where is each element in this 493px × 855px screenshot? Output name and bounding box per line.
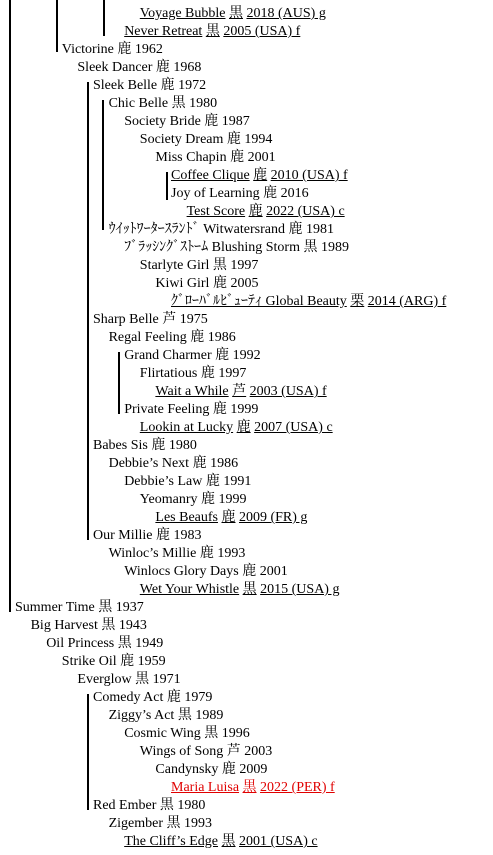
horse-name[interactable]: Les Beaufs (155, 510, 218, 525)
horse-name: Strike Oil (61, 654, 117, 669)
birth-year: 1981 (305, 222, 334, 237)
birth-year: 1986 (210, 456, 239, 471)
birth-year: 2015 (USA) g (260, 582, 340, 597)
horse-name: Our Millie (93, 528, 153, 543)
tree-connector-line (56, 0, 58, 52)
coat-color-mark: 鹿 (200, 366, 215, 381)
horse-name: Babes Sis (93, 438, 148, 453)
birth-year: 2003 (USA) f (249, 384, 327, 399)
birth-year: 1962 (134, 42, 163, 57)
coat-color-mark: 鹿 (192, 456, 207, 471)
horse-name: Ziggy’s Act (108, 708, 175, 723)
coat-color-mark: 鹿 (120, 654, 135, 669)
horse-name: Sleek Belle (93, 78, 158, 93)
tree-connector-line (87, 82, 89, 540)
coat-color-mark: 鹿 (160, 78, 175, 93)
birth-year: 1983 (173, 528, 202, 543)
birth-year: 2005 (230, 276, 259, 291)
horse-name: Winlocs Glory Days (124, 564, 239, 579)
birth-year: 2001 (259, 564, 288, 579)
horse-name: Society Dream (139, 132, 224, 147)
birth-year: 1999 (218, 492, 247, 507)
horse-name[interactable]: Coffee Clique (171, 168, 250, 183)
coat-color-mark: 栗 (350, 294, 365, 309)
birth-year: 1968 (173, 60, 202, 75)
birth-year: 1980 (177, 798, 206, 813)
pedigree-row (77, 671, 180, 689)
horse-name: Sleek Dancer (77, 60, 153, 75)
birth-year: 2009 (FR) g (238, 510, 308, 525)
coat-color-mark: 鹿 (288, 222, 303, 237)
coat-color-mark: 鹿 (215, 348, 230, 363)
horse-name: Kiwi Girl (155, 276, 210, 291)
coat-color-mark: 黒 (98, 600, 113, 615)
pedigree-row (31, 617, 147, 635)
coat-color-mark: 鹿 (230, 150, 245, 165)
pedigree-row (171, 185, 309, 203)
coat-color-mark: 黒 (242, 582, 257, 597)
horse-name: Everglow (77, 672, 132, 687)
horse-name[interactable]: Voyage Bubble (139, 6, 226, 21)
coat-color-mark: 鹿 (253, 168, 268, 183)
horse-name: Debbie’s Next (108, 456, 190, 471)
horse-name: Private Feeling (124, 402, 210, 417)
horse-name: Victorine (61, 42, 114, 57)
pedigree-row (93, 77, 206, 95)
pedigree-row (93, 797, 205, 815)
birth-year: 1993 (184, 816, 213, 831)
coat-color-mark: 黒 (212, 258, 227, 273)
coat-color-mark: 鹿 (212, 402, 227, 417)
horse-name: ﾌﾞﾗｯｼﾝｸﾞｽﾄｰﾑ Blushing Storm (124, 240, 300, 255)
birth-year: 1986 (207, 330, 236, 345)
birth-year: 1992 (232, 348, 261, 363)
pedigree-row (155, 275, 258, 293)
pedigree-row[interactable] (171, 167, 348, 185)
pedigree-row (109, 221, 334, 239)
horse-name: Sharp Belle (93, 312, 159, 327)
birth-year: 1994 (244, 132, 273, 147)
pedigree-row (62, 653, 166, 671)
horse-name: Comedy Act (93, 690, 164, 705)
horse-name[interactable]: ｸﾞﾛｰﾊﾞﾙﾋﾞｭｰﾃｨ Global Beauty (171, 294, 347, 309)
pedigree-row (140, 743, 272, 761)
coat-color-mark: 鹿 (226, 132, 241, 147)
birth-year: 2005 (USA) f (223, 24, 301, 39)
coat-color-mark: 鹿 (221, 762, 236, 777)
pedigree-row (155, 149, 275, 167)
coat-color-mark: 鹿 (156, 528, 170, 543)
birth-year: 2001 (USA) c (239, 834, 318, 849)
horse-name[interactable]: Test Score (186, 204, 246, 219)
pedigree-row[interactable] (155, 509, 307, 527)
pedigree-row (124, 725, 250, 743)
birth-year: 1993 (217, 546, 246, 561)
birth-year: 1937 (115, 600, 144, 615)
coat-color-mark: 黒 (135, 672, 150, 687)
pedigree-row (93, 311, 208, 329)
pedigree-row[interactable] (171, 779, 335, 797)
horse-name: Cosmic Wing (124, 726, 201, 741)
tree-connector-line (102, 100, 104, 230)
pedigree-row (93, 689, 212, 707)
coat-color-mark: 黒 (204, 726, 219, 741)
horse-name: Big Harvest (30, 618, 98, 633)
tree-connector-line (118, 352, 120, 414)
pedigree-row (140, 491, 247, 509)
coat-color-mark: 鹿 (166, 690, 181, 705)
pedigree-row (124, 347, 260, 365)
coat-color-mark: 芦 (226, 744, 241, 759)
horse-name: Wings of Song (139, 744, 224, 759)
horse-name: Chic Belle (108, 96, 169, 111)
horse-name: Society Bride (124, 114, 201, 129)
coat-color-mark: 黒 (171, 96, 186, 111)
birth-year: 1971 (152, 672, 181, 687)
pedigree-row (140, 365, 247, 383)
pedigree-row (77, 59, 201, 77)
horse-name: Yeomanry (139, 492, 198, 507)
horse-name: Zigember (108, 816, 164, 831)
coat-color-mark: 黒 (303, 240, 318, 255)
pedigree-row (109, 707, 224, 725)
horse-name: Red Ember (93, 798, 157, 813)
tree-connector-line (166, 172, 168, 200)
coat-color-mark: 鹿 (190, 330, 205, 345)
birth-year: 1980 (168, 438, 197, 453)
birth-year: 2016 (280, 186, 309, 201)
coat-color-mark: 鹿 (248, 204, 263, 219)
tree-connector-line (103, 0, 105, 36)
horse-name: Joy of Learning (171, 186, 260, 201)
birth-year: 1980 (189, 96, 218, 111)
pedigree-row (93, 437, 197, 455)
birth-year: 2022 (PER) f (260, 780, 335, 795)
coat-color-mark: 鹿 (201, 492, 215, 507)
coat-color-mark: 黒 (205, 24, 220, 39)
coat-color-mark: 鹿 (155, 60, 170, 75)
horse-name: Grand Charmer (124, 348, 212, 363)
pedigree-row (93, 527, 202, 545)
coat-color-mark: 黒 (228, 6, 243, 21)
horse-name: Winloc’s Millie (108, 546, 197, 561)
horse-name: ｳｲｯﾄﾜｰﾀｰｽﾗﾝﾄﾞ Witwatersrand (108, 222, 285, 237)
birth-year: 2007 (USA) c (254, 420, 333, 435)
birth-year: 1959 (137, 654, 166, 669)
tree-connector-line (9, 0, 11, 612)
pedigree-row (109, 545, 246, 563)
birth-year: 2022 (USA) c (266, 204, 345, 219)
birth-year: 1989 (195, 708, 224, 723)
pedigree-row[interactable] (140, 581, 340, 599)
birth-year: 1972 (178, 78, 207, 93)
pedigree-row (109, 455, 238, 473)
horse-name[interactable]: Wait a While (155, 384, 229, 399)
coat-color-mark: 鹿 (236, 420, 251, 435)
pedigree-row[interactable] (171, 293, 446, 311)
coat-color-mark: 鹿 (199, 546, 214, 561)
birth-year: 1997 (230, 258, 259, 273)
birth-year: 1987 (221, 114, 250, 129)
coat-color-mark: 芦 (162, 312, 177, 327)
birth-year: 1996 (221, 726, 250, 741)
birth-year: 2014 (ARG) f (367, 294, 447, 309)
coat-color-mark: 黒 (101, 618, 116, 633)
horse-name: Regal Feeling (108, 330, 187, 345)
pedigree-row (109, 329, 236, 347)
birth-year: 1943 (118, 618, 147, 633)
coat-color-mark: 黒 (177, 708, 192, 723)
horse-name[interactable]: Maria Luisa (171, 780, 240, 795)
coat-color-mark: 鹿 (263, 186, 278, 201)
horse-name: Candynsky (155, 762, 219, 777)
birth-year: 1975 (179, 312, 208, 327)
coat-color-mark: 鹿 (221, 510, 236, 525)
pedigree-row (46, 635, 163, 653)
pedigree-row (140, 131, 273, 149)
coat-color-mark: 芦 (232, 384, 247, 399)
pedigree-row (109, 815, 212, 833)
pedigree-row (140, 257, 259, 275)
birth-year: 2001 (247, 150, 276, 165)
pedigree-row[interactable] (155, 383, 326, 401)
pedigree-row[interactable] (124, 23, 300, 41)
pedigree-row (124, 473, 251, 491)
pedigree-row[interactable] (124, 833, 317, 851)
horse-name: Debbie’s Law (124, 474, 203, 489)
birth-year: 1991 (223, 474, 252, 489)
horse-name[interactable]: Never Retreat (124, 24, 203, 39)
pedigree-row (15, 599, 144, 617)
tree-connector-line (87, 694, 89, 810)
birth-year: 1989 (320, 240, 349, 255)
pedigree-row[interactable] (140, 419, 333, 437)
birth-year: 2003 (244, 744, 273, 759)
birth-year: 1997 (218, 366, 247, 381)
coat-color-mark: 黒 (117, 636, 132, 651)
birth-year: 2009 (239, 762, 268, 777)
pedigree-row (155, 761, 267, 779)
birth-year: 2010 (USA) f (270, 168, 348, 183)
pedigree-row (109, 95, 218, 113)
pedigree-row (124, 239, 349, 257)
horse-name: Summer Time (15, 600, 95, 615)
coat-color-mark: 黒 (242, 780, 257, 795)
birth-year: 1999 (230, 402, 259, 417)
pedigree-row (124, 563, 288, 581)
coat-color-mark: 鹿 (151, 438, 166, 453)
horse-name: Miss Chapin (155, 150, 227, 165)
horse-name: Starlyte Girl (139, 258, 210, 273)
coat-color-mark: 鹿 (204, 114, 219, 129)
pedigree-row[interactable] (187, 203, 345, 221)
birth-year: 1979 (184, 690, 213, 705)
pedigree-row (124, 113, 250, 131)
birth-year: 2018 (AUS) g (246, 6, 326, 21)
coat-color-mark: 鹿 (117, 42, 132, 57)
birth-year: 1949 (135, 636, 164, 651)
pedigree-row[interactable] (140, 5, 326, 23)
coat-color-mark: 鹿 (242, 564, 257, 579)
coat-color-mark: 黒 (159, 798, 174, 813)
coat-color-mark: 黒 (221, 834, 236, 849)
coat-color-mark: 鹿 (212, 276, 227, 291)
coat-color-mark: 黒 (166, 816, 181, 831)
horse-name: Flirtatious (139, 366, 198, 381)
pedigree-row (124, 401, 258, 419)
coat-color-mark: 鹿 (205, 474, 220, 489)
horse-name[interactable]: Lookin at Lucky (139, 420, 234, 435)
horse-name[interactable]: The Cliff’s Edge (124, 834, 219, 849)
pedigree-row (62, 41, 163, 59)
horse-name[interactable]: Wet Your Whistle (139, 582, 240, 597)
horse-name: Oil Princess (46, 636, 115, 651)
